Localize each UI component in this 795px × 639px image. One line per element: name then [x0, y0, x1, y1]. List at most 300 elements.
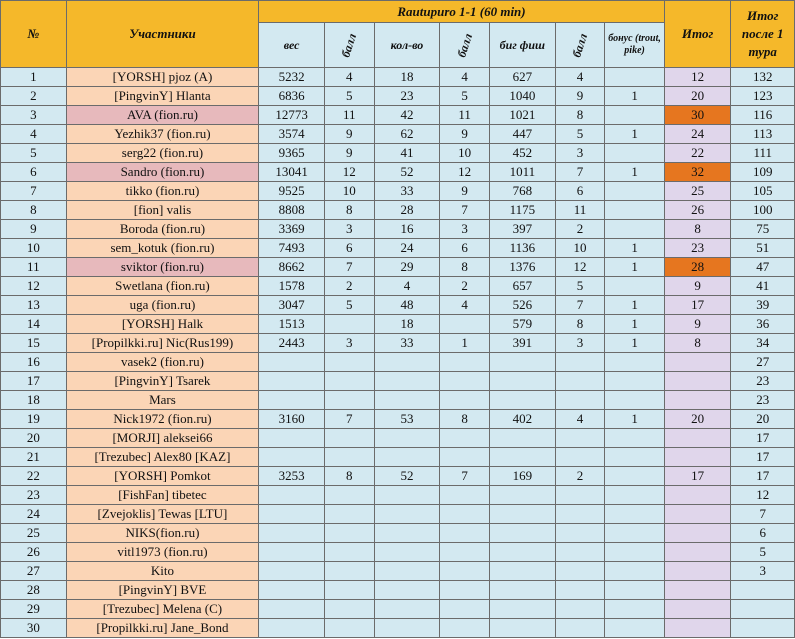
- table-row: [1, 543, 795, 562]
- cell-total: 132: [731, 68, 795, 87]
- cell-itog: [664, 486, 731, 505]
- cell-itog: 20: [664, 87, 731, 106]
- cell-ball-2: [440, 562, 490, 581]
- cell-count: [374, 543, 440, 562]
- cell-itog: [664, 581, 731, 600]
- table-row: [1, 201, 795, 220]
- cell-bonus: [605, 543, 664, 562]
- cell-itog: 8: [664, 334, 731, 353]
- cell-participant: [MORJI] aleksei66: [66, 429, 259, 448]
- table-row: [1, 277, 795, 296]
- cell-number: 20: [1, 429, 67, 448]
- cell-ball-1: [324, 486, 374, 505]
- cell-weight: 6836: [259, 87, 325, 106]
- cell-ball-1: 5: [324, 296, 374, 315]
- cell-number: 18: [1, 391, 67, 410]
- cell-itog: [664, 391, 731, 410]
- cell-ball-1: [324, 543, 374, 562]
- cell-bonus: [605, 220, 664, 239]
- cell-participant: [Zvejoklis] Tewas [LTU]: [66, 505, 259, 524]
- cell-itog: 17: [664, 296, 731, 315]
- cell-bigfish: 391: [490, 334, 556, 353]
- cell-weight: [259, 524, 325, 543]
- cell-bigfish: 1011: [490, 163, 556, 182]
- cell-total: 47: [731, 258, 795, 277]
- cell-ball-2: 1: [440, 334, 490, 353]
- cell-bigfish: 397: [490, 220, 556, 239]
- cell-ball-2: 9: [440, 182, 490, 201]
- cell-count: 52: [374, 163, 440, 182]
- cell-ball-3: [555, 353, 605, 372]
- cell-ball-2: 8: [440, 258, 490, 277]
- cell-bigfish: [490, 562, 556, 581]
- table-row: [1, 239, 795, 258]
- table-row: [1, 125, 795, 144]
- cell-count: [374, 524, 440, 543]
- cell-weight: 9525: [259, 182, 325, 201]
- cell-weight: 12773: [259, 106, 325, 125]
- cell-number: 27: [1, 562, 67, 581]
- cell-total: [731, 581, 795, 600]
- cell-number: 4: [1, 125, 67, 144]
- cell-participant: Yezhik37 (fion.ru): [66, 125, 259, 144]
- table-row: [1, 258, 795, 277]
- cell-total: 27: [731, 353, 795, 372]
- cell-number: 10: [1, 239, 67, 258]
- cell-weight: [259, 391, 325, 410]
- cell-ball-3: [555, 543, 605, 562]
- cell-bonus: [605, 353, 664, 372]
- cell-bonus: [605, 277, 664, 296]
- cell-count: 52: [374, 467, 440, 486]
- cell-bigfish: [490, 581, 556, 600]
- cell-participant: [YORSH] pjoz (A): [66, 68, 259, 87]
- cell-bigfish: [490, 353, 556, 372]
- header-bigfish: биг фиш: [490, 23, 556, 68]
- cell-itog: 12: [664, 68, 731, 87]
- table-row: [1, 334, 795, 353]
- cell-ball-3: 12: [555, 258, 605, 277]
- cell-participant: NIKS(fion.ru): [66, 524, 259, 543]
- cell-count: 24: [374, 239, 440, 258]
- cell-ball-1: 6: [324, 239, 374, 258]
- cell-ball-3: [555, 391, 605, 410]
- cell-bonus: [605, 391, 664, 410]
- cell-ball-3: 7: [555, 296, 605, 315]
- cell-weight: [259, 619, 325, 638]
- header-ball-1: [324, 23, 374, 68]
- cell-ball-2: 4: [440, 68, 490, 87]
- cell-ball-2: 7: [440, 467, 490, 486]
- cell-ball-2: 6: [440, 239, 490, 258]
- cell-ball-3: [555, 486, 605, 505]
- cell-ball-3: 4: [555, 410, 605, 429]
- cell-total: 36: [731, 315, 795, 334]
- table-row: [1, 296, 795, 315]
- cell-bigfish: 657: [490, 277, 556, 296]
- cell-ball-1: [324, 562, 374, 581]
- cell-ball-3: [555, 372, 605, 391]
- cell-ball-2: 2: [440, 277, 490, 296]
- cell-number: 8: [1, 201, 67, 220]
- cell-bonus: [605, 372, 664, 391]
- cell-number: 13: [1, 296, 67, 315]
- cell-bigfish: [490, 600, 556, 619]
- cell-itog: [664, 372, 731, 391]
- header-itog: Итог: [664, 1, 731, 68]
- table-row: [1, 144, 795, 163]
- cell-count: [374, 372, 440, 391]
- cell-participant: Kito: [66, 562, 259, 581]
- cell-ball-2: 11: [440, 106, 490, 125]
- cell-ball-3: 5: [555, 125, 605, 144]
- cell-ball-3: [555, 581, 605, 600]
- cell-weight: [259, 372, 325, 391]
- header-weight: вес: [259, 23, 325, 68]
- cell-number: 30: [1, 619, 67, 638]
- cell-itog: [664, 600, 731, 619]
- cell-ball-2: [440, 391, 490, 410]
- cell-ball-1: [324, 372, 374, 391]
- cell-number: 14: [1, 315, 67, 334]
- cell-weight: 1513: [259, 315, 325, 334]
- cell-bonus: [605, 486, 664, 505]
- cell-number: 15: [1, 334, 67, 353]
- cell-weight: [259, 429, 325, 448]
- cell-number: 1: [1, 68, 67, 87]
- cell-number: 2: [1, 87, 67, 106]
- cell-ball-2: [440, 353, 490, 372]
- cell-weight: 3047: [259, 296, 325, 315]
- cell-ball-2: 5: [440, 87, 490, 106]
- cell-ball-2: 10: [440, 144, 490, 163]
- cell-total: 111: [731, 144, 795, 163]
- cell-ball-2: [440, 524, 490, 543]
- cell-participant: [PingvinY] Hlanta: [66, 87, 259, 106]
- table-row: [1, 372, 795, 391]
- cell-bigfish: 768: [490, 182, 556, 201]
- header-ball-3: [555, 23, 605, 68]
- cell-bigfish: [490, 448, 556, 467]
- cell-ball-3: 9: [555, 87, 605, 106]
- cell-bigfish: 1021: [490, 106, 556, 125]
- cell-weight: 5232: [259, 68, 325, 87]
- cell-ball-2: 9: [440, 125, 490, 144]
- cell-itog: [664, 353, 731, 372]
- cell-ball-2: [440, 372, 490, 391]
- cell-participant: [FishFan] tibetec: [66, 486, 259, 505]
- cell-itog: 17: [664, 467, 731, 486]
- cell-ball-1: [324, 524, 374, 543]
- cell-bonus: 1: [605, 334, 664, 353]
- cell-ball-1: [324, 581, 374, 600]
- cell-ball-1: 10: [324, 182, 374, 201]
- cell-number: 26: [1, 543, 67, 562]
- cell-participant: vitl1973 (fion.ru): [66, 543, 259, 562]
- cell-ball-2: [440, 429, 490, 448]
- cell-total: 39: [731, 296, 795, 315]
- cell-ball-3: [555, 600, 605, 619]
- cell-count: 16: [374, 220, 440, 239]
- cell-ball-1: [324, 353, 374, 372]
- cell-bonus: [605, 201, 664, 220]
- cell-weight: 9365: [259, 144, 325, 163]
- cell-itog: [664, 562, 731, 581]
- cell-ball-3: 2: [555, 467, 605, 486]
- cell-weight: 3160: [259, 410, 325, 429]
- cell-bigfish: [490, 486, 556, 505]
- cell-number: 22: [1, 467, 67, 486]
- cell-itog: 25: [664, 182, 731, 201]
- cell-itog: 26: [664, 201, 731, 220]
- table-row: [1, 315, 795, 334]
- cell-count: 29: [374, 258, 440, 277]
- cell-ball-2: 4: [440, 296, 490, 315]
- cell-count: 41: [374, 144, 440, 163]
- cell-bonus: [605, 581, 664, 600]
- cell-weight: 2443: [259, 334, 325, 353]
- table-row: [1, 353, 795, 372]
- cell-ball-2: [440, 581, 490, 600]
- table-row: [1, 163, 795, 182]
- cell-bonus: [605, 68, 664, 87]
- cell-ball-3: [555, 429, 605, 448]
- cell-count: [374, 429, 440, 448]
- cell-count: 62: [374, 125, 440, 144]
- cell-total: 113: [731, 125, 795, 144]
- cell-total: 23: [731, 372, 795, 391]
- cell-participant: Boroda (fion.ru): [66, 220, 259, 239]
- cell-itog: 22: [664, 144, 731, 163]
- cell-count: [374, 505, 440, 524]
- cell-total: 17: [731, 467, 795, 486]
- cell-count: [374, 391, 440, 410]
- cell-ball-3: [555, 562, 605, 581]
- cell-ball-1: [324, 315, 374, 334]
- cell-total: 75: [731, 220, 795, 239]
- cell-count: [374, 353, 440, 372]
- table-row: [1, 619, 795, 638]
- cell-ball-1: 7: [324, 258, 374, 277]
- cell-participant: sem_kotuk (fion.ru): [66, 239, 259, 258]
- cell-weight: 3253: [259, 467, 325, 486]
- cell-ball-3: 8: [555, 106, 605, 125]
- cell-bigfish: [490, 524, 556, 543]
- header-round-title: Rautupuro 1-1 (60 min): [259, 1, 664, 23]
- cell-itog: 23: [664, 239, 731, 258]
- table-row: [1, 486, 795, 505]
- cell-number: 11: [1, 258, 67, 277]
- cell-itog: [664, 619, 731, 638]
- cell-count: 18: [374, 68, 440, 87]
- cell-ball-3: [555, 448, 605, 467]
- cell-participant: tikko (fion.ru): [66, 182, 259, 201]
- cell-number: 28: [1, 581, 67, 600]
- cell-itog: 30: [664, 106, 731, 125]
- cell-participant: [YORSH] Halk: [66, 315, 259, 334]
- cell-number: 7: [1, 182, 67, 201]
- table-row: [1, 391, 795, 410]
- cell-ball-2: 12: [440, 163, 490, 182]
- cell-weight: 3574: [259, 125, 325, 144]
- cell-itog: 32: [664, 163, 731, 182]
- cell-weight: [259, 543, 325, 562]
- cell-bigfish: 169: [490, 467, 556, 486]
- cell-bonus: 1: [605, 315, 664, 334]
- cell-bigfish: 1136: [490, 239, 556, 258]
- cell-bonus: 1: [605, 258, 664, 277]
- cell-bigfish: 579: [490, 315, 556, 334]
- cell-bigfish: 1040: [490, 87, 556, 106]
- cell-bonus: [605, 524, 664, 543]
- cell-number: 6: [1, 163, 67, 182]
- cell-count: 18: [374, 315, 440, 334]
- cell-participant: [Propilkki.ru] Nic(Rus199): [66, 334, 259, 353]
- cell-weight: [259, 505, 325, 524]
- cell-itog: [664, 543, 731, 562]
- cell-count: [374, 600, 440, 619]
- cell-bigfish: 627: [490, 68, 556, 87]
- cell-total: 3: [731, 562, 795, 581]
- cell-itog: 20: [664, 410, 731, 429]
- cell-bonus: [605, 467, 664, 486]
- table-row: [1, 505, 795, 524]
- cell-count: 28: [374, 201, 440, 220]
- cell-ball-1: 7: [324, 410, 374, 429]
- header-ball-3-label: балл: [569, 31, 590, 59]
- cell-ball-1: 4: [324, 68, 374, 87]
- cell-bigfish: 402: [490, 410, 556, 429]
- table-row: [1, 106, 795, 125]
- cell-count: [374, 562, 440, 581]
- cell-ball-1: 3: [324, 334, 374, 353]
- cell-participant: serg22 (fion.ru): [66, 144, 259, 163]
- header-itog-after-round: Итог после 1 тура: [731, 1, 795, 68]
- cell-total: 5: [731, 543, 795, 562]
- cell-bigfish: 1376: [490, 258, 556, 277]
- cell-total: 51: [731, 239, 795, 258]
- cell-participant: sviktor (fion.ru): [66, 258, 259, 277]
- cell-bonus: 1: [605, 87, 664, 106]
- cell-ball-3: [555, 619, 605, 638]
- cell-ball-1: 8: [324, 201, 374, 220]
- cell-number: 17: [1, 372, 67, 391]
- cell-ball-2: [440, 600, 490, 619]
- cell-number: 16: [1, 353, 67, 372]
- cell-total: 109: [731, 163, 795, 182]
- cell-ball-2: [440, 619, 490, 638]
- cell-participant: Swetlana (fion.ru): [66, 277, 259, 296]
- cell-participant: [PingvinY] Tsarek: [66, 372, 259, 391]
- cell-ball-1: 9: [324, 144, 374, 163]
- cell-bonus: [605, 600, 664, 619]
- cell-weight: [259, 448, 325, 467]
- cell-ball-2: [440, 543, 490, 562]
- header-number: №: [1, 1, 67, 68]
- cell-bigfish: [490, 505, 556, 524]
- cell-number: 21: [1, 448, 67, 467]
- cell-ball-3: 10: [555, 239, 605, 258]
- cell-total: 100: [731, 201, 795, 220]
- cell-bonus: 1: [605, 410, 664, 429]
- cell-ball-3: 3: [555, 144, 605, 163]
- cell-ball-1: [324, 505, 374, 524]
- cell-ball-1: 9: [324, 125, 374, 144]
- cell-itog: 28: [664, 258, 731, 277]
- cell-weight: [259, 600, 325, 619]
- cell-total: 17: [731, 429, 795, 448]
- cell-ball-3: [555, 524, 605, 543]
- cell-count: [374, 619, 440, 638]
- cell-ball-1: [324, 600, 374, 619]
- cell-number: 12: [1, 277, 67, 296]
- cell-itog: [664, 505, 731, 524]
- table-row: [1, 524, 795, 543]
- cell-ball-3: 5: [555, 277, 605, 296]
- cell-count: 33: [374, 182, 440, 201]
- cell-count: 4: [374, 277, 440, 296]
- cell-count: [374, 448, 440, 467]
- table-body: [1, 68, 795, 638]
- cell-bigfish: 1175: [490, 201, 556, 220]
- table-row: [1, 467, 795, 486]
- cell-total: 17: [731, 448, 795, 467]
- cell-weight: 7493: [259, 239, 325, 258]
- cell-bonus: [605, 619, 664, 638]
- cell-bonus: 1: [605, 239, 664, 258]
- cell-participant: [Propilkki.ru] Jane_Bond: [66, 619, 259, 638]
- cell-weight: 13041: [259, 163, 325, 182]
- table-row: [1, 562, 795, 581]
- cell-total: 123: [731, 87, 795, 106]
- header-count: кол-во: [374, 23, 440, 68]
- cell-weight: [259, 562, 325, 581]
- cell-ball-3: 8: [555, 315, 605, 334]
- table-row: [1, 581, 795, 600]
- header-ball-2-label: балл: [453, 31, 475, 59]
- cell-bonus: [605, 429, 664, 448]
- table-row: [1, 410, 795, 429]
- cell-participant: [fion] valis: [66, 201, 259, 220]
- cell-ball-1: 8: [324, 467, 374, 486]
- cell-total: [731, 600, 795, 619]
- cell-bonus: 1: [605, 296, 664, 315]
- cell-ball-3: [555, 505, 605, 524]
- cell-bigfish: [490, 429, 556, 448]
- table-row: [1, 182, 795, 201]
- cell-ball-3: 2: [555, 220, 605, 239]
- cell-ball-2: 8: [440, 410, 490, 429]
- cell-ball-2: [440, 505, 490, 524]
- cell-itog: 8: [664, 220, 731, 239]
- cell-ball-2: 3: [440, 220, 490, 239]
- cell-number: 3: [1, 106, 67, 125]
- cell-bigfish: [490, 543, 556, 562]
- cell-itog: 9: [664, 315, 731, 334]
- cell-ball-1: 11: [324, 106, 374, 125]
- cell-number: 9: [1, 220, 67, 239]
- cell-ball-3: 11: [555, 201, 605, 220]
- cell-bonus: [605, 106, 664, 125]
- cell-total: 12: [731, 486, 795, 505]
- cell-total: 20: [731, 410, 795, 429]
- cell-total: 105: [731, 182, 795, 201]
- cell-participant: Mars: [66, 391, 259, 410]
- header-bonus: бонус (trout, pike): [605, 23, 664, 68]
- cell-number: 19: [1, 410, 67, 429]
- cell-participant: [PingvinY] BVE: [66, 581, 259, 600]
- table-header: [1, 1, 795, 68]
